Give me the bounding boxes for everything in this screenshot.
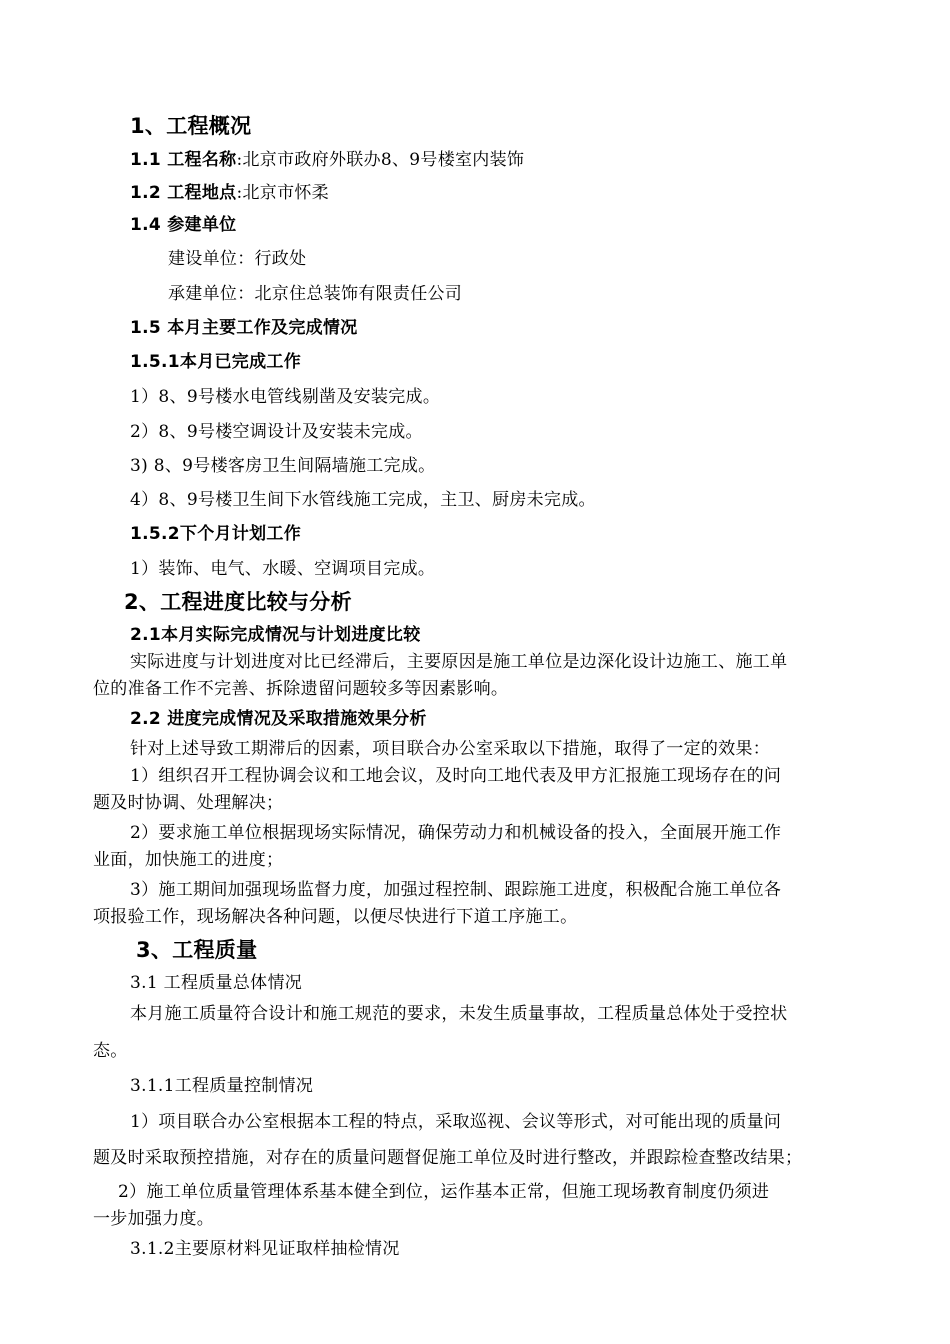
project-site-value: :北京市怀柔 bbox=[236, 183, 329, 203]
paragraph-line: 本月施工质量符合设计和施工规范的要求，未发生质量事故，工程质量总体处于受控状 bbox=[130, 1004, 788, 1024]
paragraph-line: 一步加强力度。 bbox=[93, 1209, 215, 1229]
paragraph-line: 2）施工单位质量管理体系基本健全到位，运作基本正常，但施工现场教育制度仍须进 bbox=[118, 1182, 770, 1202]
paragraph-line: 题及时协调、处理解决； bbox=[93, 793, 284, 813]
paragraph-line: 针对上述导致工期滞后的因素，项目联合办公室采取以下措施，取得了一定的效果： bbox=[130, 739, 771, 759]
units-heading: 1.4 参建单位 bbox=[130, 215, 237, 235]
quality-overall-heading: 3.1 工程质量总体情况 bbox=[130, 973, 303, 993]
paragraph-line: 位的准备工作不完善、拆除遗留问题较多等因素影响。 bbox=[93, 679, 509, 699]
paragraph-line: 1）组织召开工程协调会议和工地会议，及时向工地代表及甲方汇报施工现场存在的问 bbox=[130, 766, 782, 786]
completed-work-heading: 1.5.1本月已完成工作 bbox=[130, 352, 302, 372]
paragraph-line: 实际进度与计划进度对比已经滞后，主要原因是施工单位是边深化设计边施工、施工单 bbox=[130, 652, 788, 672]
quality-control-heading: 3.1.1工程质量控制情况 bbox=[130, 1076, 314, 1096]
project-site-label: 1.2 工程地点 bbox=[130, 183, 237, 203]
material-sampling-heading: 3.1.2主要原材料见证取样抽检情况 bbox=[130, 1239, 400, 1259]
list-item: 2）8、9号楼空调设计及安装未完成。 bbox=[130, 422, 423, 442]
section-1-heading: 1、工程概况 bbox=[130, 114, 252, 138]
contractor-unit: 承建单位：北京住总装饰有限责任公司 bbox=[168, 284, 463, 304]
paragraph-line: 业面，加快施工的进度； bbox=[93, 850, 284, 870]
list-item: 1）装饰、电气、水暖、空调项目完成。 bbox=[130, 559, 436, 579]
paragraph-line: 1）项目联合办公室根据本工程的特点，采取巡视、会议等形式，对可能出现的质量问 bbox=[130, 1112, 782, 1132]
section-2-heading: 2、工程进度比较与分析 bbox=[124, 590, 352, 614]
list-item: 4）8、9号楼卫生间下水管线施工完成，主卫、厨房未完成。 bbox=[130, 490, 596, 510]
project-name-value: :北京市政府外联办8、9号楼室内装饰 bbox=[236, 150, 525, 170]
list-item: 1）8、9号楼水电管线剔凿及安装完成。 bbox=[130, 387, 441, 407]
project-site-line bbox=[130, 181, 329, 205]
paragraph-line: 题及时采取预控措施，对存在的质量问题督促施工单位及时进行整改，并跟踪检查整改结果； bbox=[93, 1148, 803, 1168]
measures-analysis-heading: 2.2 进度完成情况及采取措施效果分析 bbox=[130, 709, 427, 729]
project-name-label: 1.1 工程名称 bbox=[130, 150, 237, 170]
list-item: 3) 8、9号楼客房卫生间隔墙施工完成。 bbox=[130, 456, 436, 476]
paragraph-line: 态。 bbox=[93, 1041, 128, 1061]
paragraph-line: 项报验工作，现场解决各种问题，以便尽快进行下道工序施工。 bbox=[93, 907, 578, 927]
monthly-work-heading: 1.5 本月主要工作及完成情况 bbox=[130, 318, 358, 338]
progress-comparison-heading: 2.1本月实际完成情况与计划进度比较 bbox=[130, 625, 421, 645]
paragraph-line: 2）要求施工单位根据现场实际情况，确保劳动力和机械设备的投入，全面展开施工作 bbox=[130, 823, 782, 843]
section-3-heading: 3、工程质量 bbox=[136, 938, 258, 962]
project-name-line bbox=[130, 148, 524, 172]
paragraph-line: 3）施工期间加强现场监督力度，加强过程控制、跟踪施工进度，积极配合施工单位各 bbox=[130, 880, 782, 900]
next-month-plan-heading: 1.5.2下个月计划工作 bbox=[130, 524, 302, 544]
owner-unit: 建设单位：行政处 bbox=[168, 249, 307, 269]
